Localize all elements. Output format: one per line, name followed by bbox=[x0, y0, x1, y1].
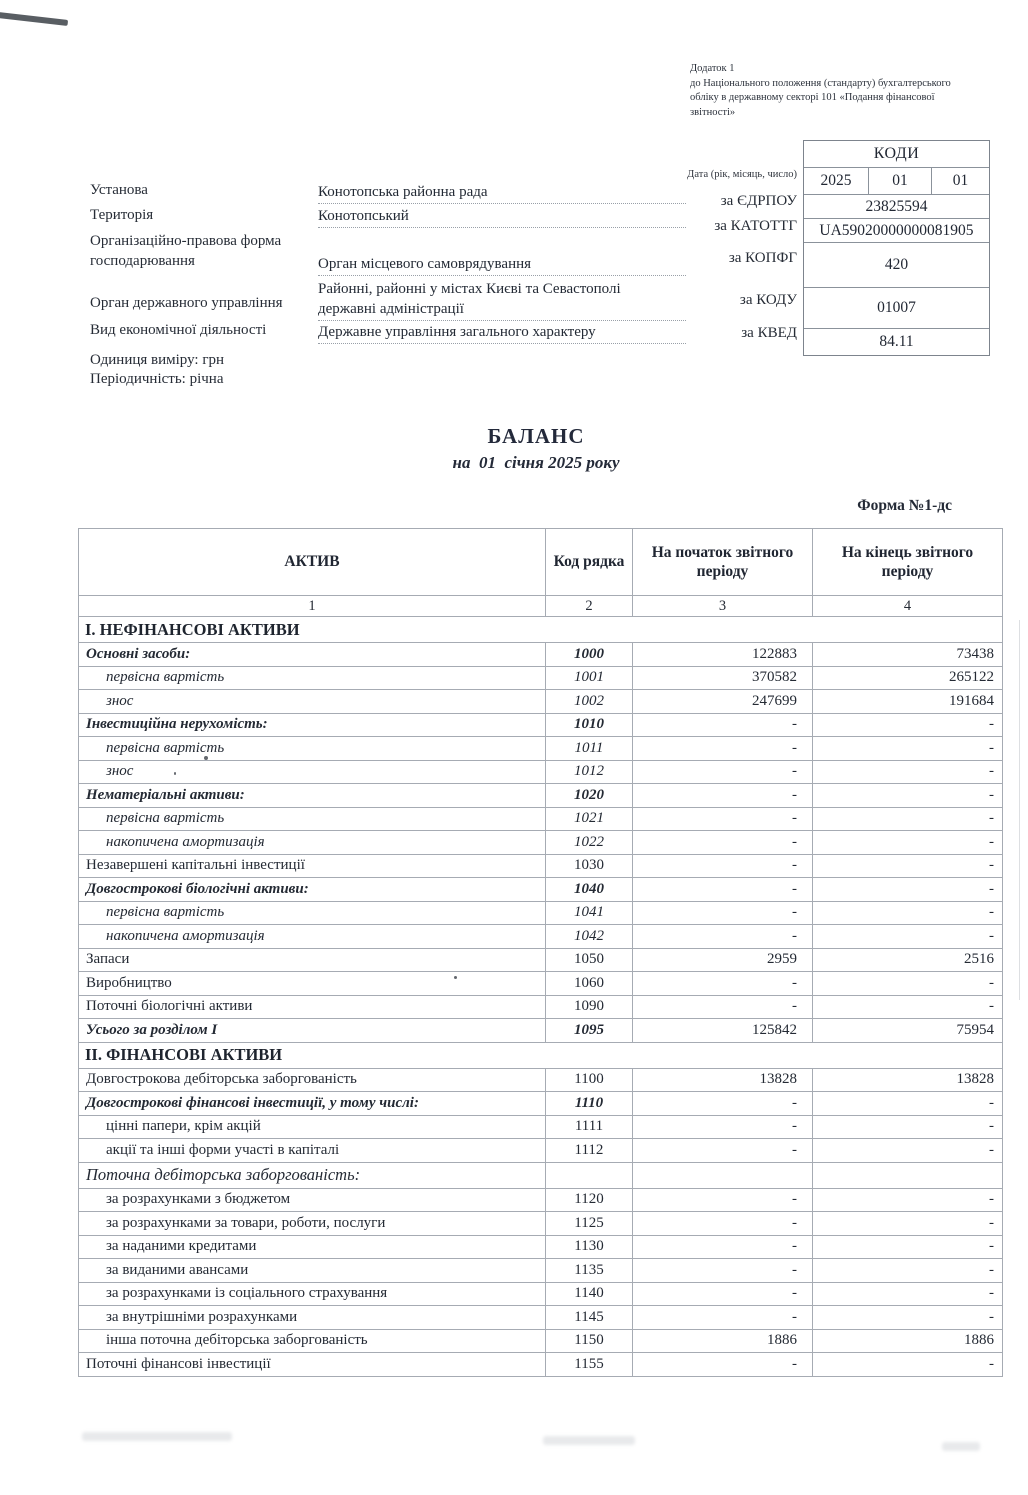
row-label: за виданими авансами bbox=[79, 1259, 546, 1283]
section-title: ІІ. ФІНАНСОВІ АКТИВИ bbox=[79, 1042, 1003, 1068]
value-period-end: - bbox=[813, 1353, 1003, 1377]
table-row bbox=[79, 854, 1003, 878]
value-period-start: - bbox=[633, 1212, 813, 1236]
value-period-start bbox=[633, 1162, 813, 1188]
date-label: Дата (рік, місяць, число) bbox=[687, 169, 797, 180]
row-code: 1111 bbox=[546, 1115, 633, 1139]
odu-label: Орган державного управління bbox=[90, 295, 283, 311]
value-period-start: - bbox=[633, 784, 813, 808]
value-period-start: - bbox=[633, 1235, 813, 1259]
value-period-end: 13828 bbox=[813, 1068, 1003, 1092]
value-period-start: - bbox=[633, 1115, 813, 1139]
row-label: Запаси bbox=[79, 948, 546, 972]
row-label: Виробництво bbox=[79, 972, 546, 996]
table-row bbox=[79, 643, 1003, 667]
date-month: 01 bbox=[868, 168, 931, 194]
row-label: Довгострокові біологічні активи: bbox=[79, 878, 546, 902]
table-row bbox=[79, 666, 1003, 690]
value-period-start: - bbox=[633, 1282, 813, 1306]
codes-panel bbox=[803, 140, 990, 356]
date-day: 01 bbox=[931, 168, 989, 194]
row-code: 1095 bbox=[546, 1019, 633, 1043]
row-code: 1030 bbox=[546, 854, 633, 878]
table-row bbox=[79, 1115, 1003, 1139]
section-title: І. НЕФІНАНСОВІ АКТИВИ bbox=[79, 617, 1003, 643]
scan-smudge bbox=[942, 1442, 980, 1451]
row-code: 1041 bbox=[546, 901, 633, 925]
value-period-start: - bbox=[633, 1139, 813, 1163]
value-period-end bbox=[813, 1162, 1003, 1188]
scan-edge-line bbox=[1019, 620, 1020, 1000]
kodu-value: 01007 bbox=[804, 287, 989, 328]
unit-label: Одиниця виміру: грн bbox=[90, 352, 224, 368]
page-title: БАЛАНС bbox=[487, 424, 585, 448]
row-code: 1000 bbox=[546, 643, 633, 667]
row-code: 1112 bbox=[546, 1139, 633, 1163]
ustanova-label: Установа bbox=[90, 182, 148, 198]
row-code: 1001 bbox=[546, 666, 633, 690]
opf-label-line2: господарювання bbox=[90, 253, 195, 269]
date-values-row bbox=[804, 167, 989, 194]
table-row bbox=[79, 1019, 1003, 1043]
value-period-end: - bbox=[813, 784, 1003, 808]
row-code: 1021 bbox=[546, 807, 633, 831]
table-row bbox=[79, 1282, 1003, 1306]
row-code: 1050 bbox=[546, 948, 633, 972]
value-period-end: 265122 bbox=[813, 666, 1003, 690]
row-code: 1040 bbox=[546, 878, 633, 902]
table-row bbox=[79, 1139, 1003, 1163]
kved-label: за КВЕД bbox=[741, 325, 797, 341]
appendix-note bbox=[690, 62, 995, 121]
appendix-line: звітності» bbox=[690, 107, 736, 119]
col-header-period-start: На початок звітного періоду bbox=[633, 529, 813, 596]
row-label: Поточні фінансові інвестиції bbox=[79, 1353, 546, 1377]
value-period-start: - bbox=[633, 831, 813, 855]
col-number: 3 bbox=[633, 596, 813, 617]
value-period-start: - bbox=[633, 807, 813, 831]
table-row bbox=[79, 1306, 1003, 1330]
row-label: Інвестиційна нерухомість: bbox=[79, 713, 546, 737]
value-period-end: - bbox=[813, 1306, 1003, 1330]
value-period-end: - bbox=[813, 1259, 1003, 1283]
table-row bbox=[79, 901, 1003, 925]
row-label: акції та інші форми участі в капіталі bbox=[79, 1139, 546, 1163]
row-code: 1130 bbox=[546, 1235, 633, 1259]
column-number-row bbox=[79, 596, 1003, 617]
value-period-start: - bbox=[633, 1092, 813, 1116]
form-number-label: Форма №1-дс bbox=[857, 497, 952, 514]
table-header-row bbox=[79, 529, 1003, 596]
value-period-end: 191684 bbox=[813, 690, 1003, 714]
value-period-start: - bbox=[633, 1353, 813, 1377]
row-label: накопичена амортизація bbox=[79, 925, 546, 949]
col-header-period-end: На кінець звітного періоду bbox=[813, 529, 1003, 596]
table-row bbox=[79, 925, 1003, 949]
table-row bbox=[79, 760, 1003, 784]
value-period-start: - bbox=[633, 972, 813, 996]
table-row bbox=[79, 1212, 1003, 1236]
value-period-start: 247699 bbox=[633, 690, 813, 714]
section-row bbox=[79, 1042, 1003, 1068]
table-row bbox=[79, 1092, 1003, 1116]
value-period-end: 1886 bbox=[813, 1329, 1003, 1353]
row-code: 1090 bbox=[546, 995, 633, 1019]
section-row bbox=[79, 617, 1003, 643]
row-code: 1120 bbox=[546, 1188, 633, 1212]
katottg-label: за КАТОТТГ bbox=[714, 218, 797, 234]
value-period-end: - bbox=[813, 760, 1003, 784]
value-period-end: - bbox=[813, 831, 1003, 855]
table-row bbox=[79, 737, 1003, 761]
value-period-start: - bbox=[633, 901, 813, 925]
value-period-end: 73438 bbox=[813, 643, 1003, 667]
row-label: за розрахунками із соціального страхування bbox=[79, 1282, 546, 1306]
kved-value: 84.11 bbox=[804, 328, 989, 355]
value-period-end: - bbox=[813, 878, 1003, 902]
table-row bbox=[79, 784, 1003, 808]
edrpou-label: за ЄДРПОУ bbox=[720, 193, 797, 209]
row-code: 1145 bbox=[546, 1306, 633, 1330]
row-code: 1010 bbox=[546, 713, 633, 737]
value-period-start: 125842 bbox=[633, 1019, 813, 1043]
kopfg-label: за КОПФГ bbox=[728, 250, 797, 266]
value-period-start: - bbox=[633, 854, 813, 878]
scan-speck bbox=[174, 772, 176, 775]
row-label: за розрахунками з бюджетом bbox=[79, 1188, 546, 1212]
row-label: знос bbox=[79, 760, 546, 784]
table-row bbox=[79, 1329, 1003, 1353]
col-number: 4 bbox=[813, 596, 1003, 617]
value-period-end: 2516 bbox=[813, 948, 1003, 972]
date-year: 2025 bbox=[820, 172, 852, 189]
ustanova-value: Конотопська районна рада bbox=[318, 184, 686, 204]
row-code: 1060 bbox=[546, 972, 633, 996]
value-period-start: 2959 bbox=[633, 948, 813, 972]
value-period-start: - bbox=[633, 1188, 813, 1212]
row-label: інша поточна дебіторська заборгованість bbox=[79, 1329, 546, 1353]
row-code: 1155 bbox=[546, 1353, 633, 1377]
row-code: 1100 bbox=[546, 1068, 633, 1092]
row-label: Основні засоби: bbox=[79, 643, 546, 667]
scan-speck bbox=[454, 976, 457, 979]
row-code: 1012 bbox=[546, 760, 633, 784]
table-row bbox=[79, 1188, 1003, 1212]
value-period-end: - bbox=[813, 1115, 1003, 1139]
value-period-start: - bbox=[633, 1306, 813, 1330]
row-code: 1022 bbox=[546, 831, 633, 855]
opf-value: Орган місцевого самоврядування bbox=[318, 256, 686, 276]
row-code: 1125 bbox=[546, 1212, 633, 1236]
row-label: цінні папери, крім акцій bbox=[79, 1115, 546, 1139]
row-code: 1135 bbox=[546, 1259, 633, 1283]
row-label: Довгострокова дебіторська заборгованість bbox=[79, 1068, 546, 1092]
row-code: 1150 bbox=[546, 1329, 633, 1353]
row-label: первісна вартість bbox=[79, 666, 546, 690]
table-row bbox=[79, 972, 1003, 996]
row-label: Поточна дебіторська заборгованість: bbox=[79, 1162, 546, 1188]
row-label: за розрахунками за товари, роботи, послуги bbox=[79, 1212, 546, 1236]
value-period-end: - bbox=[813, 1188, 1003, 1212]
row-label: Поточні біологічні активи bbox=[79, 995, 546, 1019]
econ-label: Вид економічної діяльності bbox=[90, 322, 267, 338]
appendix-line: обліку в державному секторі 101 «Подання фінансової bbox=[690, 92, 935, 104]
appendix-line: до Національного положення (стандарту) бухгалтерського bbox=[690, 77, 951, 89]
value-period-start: - bbox=[633, 925, 813, 949]
table-row bbox=[79, 1068, 1003, 1092]
row-label: Незавершені капітальні інвестиції bbox=[79, 854, 546, 878]
row-code: 1002 bbox=[546, 690, 633, 714]
scan-speck bbox=[204, 756, 208, 760]
table-row bbox=[79, 831, 1003, 855]
row-label: первісна вартість bbox=[79, 901, 546, 925]
table-row bbox=[79, 995, 1003, 1019]
col-header-code: Код рядка bbox=[546, 529, 633, 596]
page-subtitle: на 01 січня 2025 року bbox=[452, 453, 620, 472]
row-code: 1042 bbox=[546, 925, 633, 949]
odu-value-line1: Районні, районні у містах Києві та Севастополі bbox=[318, 281, 621, 297]
balance-table bbox=[78, 528, 1003, 1377]
col-number: 2 bbox=[546, 596, 633, 617]
row-label: за наданими кредитами bbox=[79, 1235, 546, 1259]
table-row bbox=[79, 1353, 1003, 1377]
value-period-end: - bbox=[813, 1282, 1003, 1306]
value-period-end: - bbox=[813, 737, 1003, 761]
value-period-end: 75954 bbox=[813, 1019, 1003, 1043]
value-period-end: - bbox=[813, 901, 1003, 925]
scan-smudge bbox=[543, 1436, 635, 1445]
value-period-end: - bbox=[813, 925, 1003, 949]
value-period-end: - bbox=[813, 1092, 1003, 1116]
value-period-end: - bbox=[813, 972, 1003, 996]
periodicity-label: Періодичність: річна bbox=[90, 371, 224, 387]
scan-smudge bbox=[82, 1432, 232, 1441]
terytoriia-label: Територія bbox=[90, 207, 154, 223]
table-row bbox=[79, 690, 1003, 714]
value-period-start: 13828 bbox=[633, 1068, 813, 1092]
table-row bbox=[79, 1259, 1003, 1283]
kopfg-value: 420 bbox=[804, 242, 989, 287]
opf-label-line1: Організаційно-правова форма bbox=[90, 233, 282, 249]
value-period-start: 370582 bbox=[633, 666, 813, 690]
value-period-end: - bbox=[813, 1212, 1003, 1236]
value-period-end: - bbox=[813, 995, 1003, 1019]
row-label: Усього за розділом І bbox=[79, 1019, 546, 1043]
row-label: первісна вартість bbox=[79, 737, 546, 761]
katottg-value: UA59020000000081905 bbox=[804, 218, 989, 242]
value-period-start: - bbox=[633, 995, 813, 1019]
econ-value: Державне управління загального характеру bbox=[318, 324, 686, 344]
value-period-start: - bbox=[633, 713, 813, 737]
table-row bbox=[79, 1162, 1003, 1188]
row-code: 1110 bbox=[546, 1092, 633, 1116]
value-period-start: - bbox=[633, 1259, 813, 1283]
value-period-end: - bbox=[813, 1139, 1003, 1163]
terytoriia-value: Конотопський bbox=[318, 208, 686, 228]
value-period-start: - bbox=[633, 878, 813, 902]
balance-table-body bbox=[79, 617, 1003, 1377]
table-row bbox=[79, 948, 1003, 972]
row-code bbox=[546, 1162, 633, 1188]
value-period-start: - bbox=[633, 737, 813, 761]
table-row bbox=[79, 713, 1003, 737]
value-period-start: 1886 bbox=[633, 1329, 813, 1353]
row-code: 1011 bbox=[546, 737, 633, 761]
kodu-label: за КОДУ bbox=[739, 292, 797, 308]
odu-value-line2: державні адміністрації bbox=[318, 301, 686, 321]
row-code: 1140 bbox=[546, 1282, 633, 1306]
table-row bbox=[79, 807, 1003, 831]
row-label: знос bbox=[79, 690, 546, 714]
value-period-start: - bbox=[633, 760, 813, 784]
scan-artifact-mark bbox=[0, 12, 68, 26]
codes-header: КОДИ bbox=[873, 145, 920, 162]
col-header-aktiv: АКТИВ bbox=[79, 529, 546, 596]
row-label: Нематеріальні активи: bbox=[79, 784, 546, 808]
value-period-end: - bbox=[813, 1235, 1003, 1259]
row-label: первісна вартість bbox=[79, 807, 546, 831]
value-period-end: - bbox=[813, 713, 1003, 737]
value-period-start: 122883 bbox=[633, 643, 813, 667]
row-label: Довгострокові фінансові інвестиції, у тому числі: bbox=[79, 1092, 546, 1116]
edrpou-value: 23825594 bbox=[804, 194, 989, 218]
row-label: накопичена амортизація bbox=[79, 831, 546, 855]
row-label: за внутрішніми розрахунками bbox=[79, 1306, 546, 1330]
col-number: 1 bbox=[79, 596, 546, 617]
row-code: 1020 bbox=[546, 784, 633, 808]
value-period-end: - bbox=[813, 807, 1003, 831]
appendix-line: Додаток 1 bbox=[690, 63, 735, 74]
value-period-end: - bbox=[813, 854, 1003, 878]
table-row bbox=[79, 1235, 1003, 1259]
table-row bbox=[79, 878, 1003, 902]
